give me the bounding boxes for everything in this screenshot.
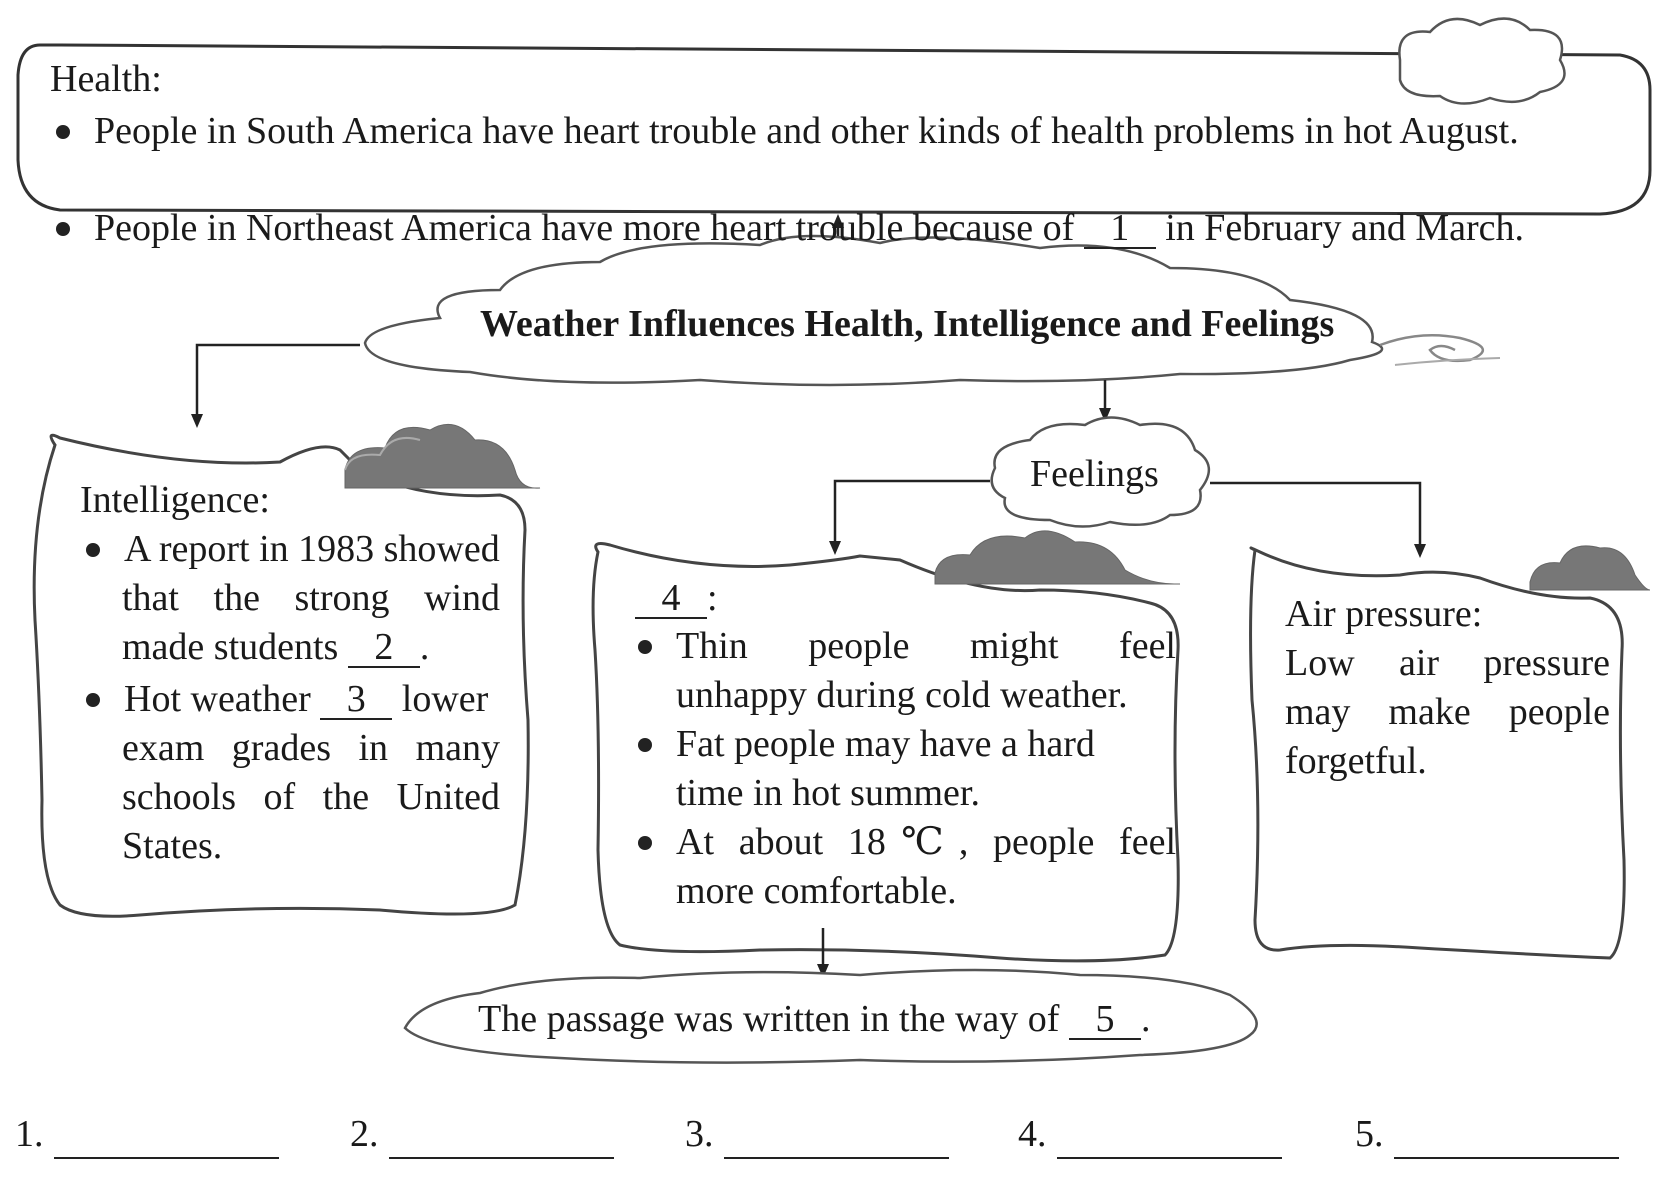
answer-line-5[interactable] (1394, 1121, 1619, 1159)
intelligence-b2-line3: schools of the United (122, 776, 500, 818)
arrow-to-intelligence-icon (191, 345, 360, 428)
intelligence-b1-line3 (122, 623, 500, 672)
feelings-colon: : (707, 577, 718, 619)
arrow-to-feelings-icon (1099, 380, 1111, 422)
intelligence-b1-period: . (419, 626, 430, 668)
feelings-storm-cloud-icon (935, 531, 1180, 584)
feelings-b2-line2: time in hot summer. (676, 772, 980, 814)
arrow-to-feelings-detail-icon (829, 481, 990, 555)
air-pressure-heading: Air pressure: (1285, 593, 1483, 635)
intelligence-bullet-2 (80, 675, 500, 871)
answer-item-2 (350, 1110, 614, 1159)
feelings-b1-line1-text: Thin people might feel (676, 625, 1176, 667)
answer-blank-3[interactable]: 3 (320, 680, 392, 720)
intelligence-b2-line4: States. (122, 825, 223, 867)
health-bullet-1-text: People in South America have heart trouble and other kinds of health problems in hot August. (94, 110, 1519, 152)
feelings-b3-line1-text: At about 18℃, people feel (676, 821, 1176, 863)
feelings-b2-line1 (632, 720, 1176, 769)
passage-text-before: The passage was written in the way of (478, 998, 1060, 1040)
air-pressure-cloud-icon (1530, 546, 1650, 590)
answer-line-1[interactable] (54, 1121, 279, 1159)
feelings-b3-line2: more comfortable. (676, 870, 957, 912)
feelings-b3-line1 (632, 818, 1176, 867)
feelings-blank-heading (635, 574, 718, 623)
health-bullet-2-text-before: People in Northeast America have more heart trouble because of (94, 207, 1075, 249)
health-bullet-2-text-after: in February and March. (1165, 207, 1525, 249)
answer-number-3: 3. (685, 1113, 714, 1155)
health-bullet-1 (50, 107, 1657, 156)
diagram-title: Weather Influences Health, Intelligence and Feelings (480, 303, 1335, 345)
answer-number-1: 1. (15, 1113, 44, 1155)
answer-item-5 (1355, 1110, 1619, 1159)
answer-line-4[interactable] (1057, 1121, 1282, 1159)
wind-swirl-icon (1380, 335, 1483, 361)
feelings-bullets (632, 622, 1176, 916)
decorative-cloud-icon (1399, 19, 1564, 104)
arrow-to-air-pressure-icon (1210, 483, 1426, 558)
answer-item-1 (15, 1110, 279, 1159)
answer-row (15, 1110, 1655, 1170)
answer-blank-1[interactable]: 1 (1084, 209, 1156, 249)
answer-blank-5[interactable]: 5 (1069, 1000, 1141, 1040)
air-pressure-line2: may make people (1285, 691, 1610, 733)
air-pressure-line3: forgetful. (1285, 740, 1427, 782)
answer-line-2[interactable] (389, 1121, 614, 1159)
answer-item-4 (1018, 1110, 1282, 1159)
feelings-b1-line2: unhappy during cold weather. (676, 674, 1128, 716)
answer-number-5: 5. (1355, 1113, 1384, 1155)
answer-blank-4[interactable]: 4 (635, 579, 707, 619)
intelligence-b1-line3-before: made students (122, 626, 339, 668)
intelligence-b2-line2: exam grades in many (122, 727, 500, 769)
intelligence-cloud-icon (345, 424, 540, 488)
intelligence-b2-line1-after: lower (401, 678, 489, 720)
intelligence-bullet-1 (80, 525, 500, 672)
intelligence-b1-line2: that the strong wind (122, 577, 500, 619)
air-pressure-line1: Low air pressure (1285, 642, 1610, 684)
answer-number-4: 4. (1018, 1113, 1047, 1155)
answer-blank-2[interactable]: 2 (348, 628, 420, 668)
feelings-b1-line1 (632, 622, 1176, 671)
intelligence-heading: Intelligence: (80, 479, 270, 521)
health-heading: Health: (50, 58, 162, 100)
intelligence-b2-line1-before: Hot weather (124, 678, 311, 720)
answer-number-2: 2. (350, 1113, 379, 1155)
feelings-label: Feelings (1030, 453, 1159, 495)
feelings-b2-line1-text: Fat people may have a hard (676, 723, 1095, 765)
intelligence-b1-line1: A report in 1983 showed (124, 528, 500, 570)
passage-period: . (1140, 998, 1151, 1040)
answer-line-3[interactable] (724, 1121, 949, 1159)
passage-sentence (478, 995, 1150, 1044)
answer-item-3 (685, 1110, 949, 1159)
health-bullet-2 (50, 204, 1657, 253)
air-pressure-text (1285, 590, 1610, 786)
